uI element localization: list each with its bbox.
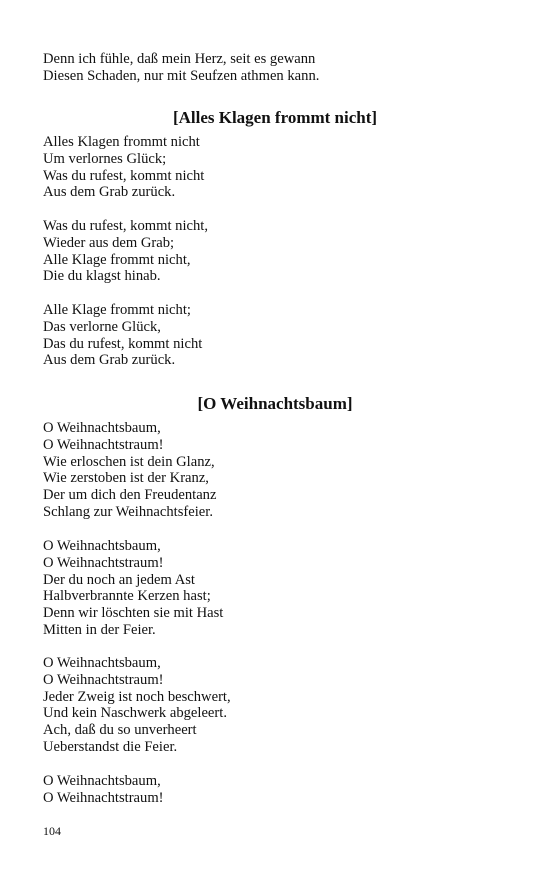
poem-title: [Alles Klagen frommt nicht] (172, 108, 378, 127)
verse-line: Wieder aus dem Grab; (43, 234, 175, 251)
verse-line: Was du rufest, kommt nicht (43, 167, 205, 184)
verse-line: Und kein Naschwerk abgeleert. (43, 705, 227, 722)
verse-line: Jeder Zweig ist noch beschwert, (43, 688, 231, 705)
verse-line: O Weihnachtstraum! (43, 789, 164, 806)
stanza (43, 218, 513, 285)
verse-line: Aus dem Grab zurück. (43, 352, 176, 369)
verse-line: Wie erloschen ist dein Glanz, (43, 453, 215, 470)
stanza (43, 302, 513, 369)
verse-line: Wie zerstoben ist der Kranz, (43, 470, 209, 487)
verse-line: O Weihnachtstraum! (43, 671, 164, 688)
stanza (43, 655, 513, 756)
verse-line: Alle Klage frommt nicht; (43, 302, 191, 318)
verse-line: Der du noch an jedem Ast (43, 571, 195, 588)
stanza (43, 420, 513, 521)
page-number: 104 (43, 824, 61, 838)
verse-line: O Weihnachtsbaum, (43, 538, 161, 554)
intro-couplet (43, 51, 513, 85)
stanza (43, 538, 513, 639)
stanza (43, 773, 513, 807)
verse-line: Das du rufest, kommt nicht (43, 335, 203, 352)
verse-line: Der um dich den Freudentanz (43, 487, 217, 504)
verse-line: Ueberstandst die Feier. (43, 738, 178, 755)
verse-line: Die du klagst hinab. (43, 268, 161, 285)
verse-line: Aus dem Grab zurück. (43, 184, 176, 201)
verse-line: O Weihnachtsbaum, (43, 655, 161, 671)
verse-line: Denn wir löschten sie mit Hast (43, 605, 224, 622)
verse-line: Denn ich fühle, daß mein Herz, seit es gewann (43, 51, 316, 67)
poem-title: [O Weihnachtsbaum] (197, 394, 353, 413)
verse-line: O Weihnachtsbaum, (43, 420, 161, 436)
verse-line: Schlang zur Weihnachtsfeier. (43, 503, 213, 520)
verse-line: Um verlornes Glück; (43, 150, 167, 167)
verse-line: O Weihnachtstraum! (43, 554, 164, 571)
stanza (43, 134, 513, 201)
verse-line: Alles Klagen frommt nicht (43, 134, 200, 150)
verse-line: O Weihnachtsbaum, (43, 773, 161, 789)
verse-line: Alle Klage frommt nicht, (43, 251, 191, 268)
verse-line: O Weihnachtstraum! (43, 436, 164, 453)
verse-line: Ach, daß du so unverheert (43, 722, 197, 739)
verse-line: Halbverbrannte Kerzen hast; (43, 588, 211, 605)
verse-line: Was du rufest, kommt nicht, (43, 218, 209, 234)
verse-line: Mitten in der Feier. (43, 621, 156, 638)
verse-line: Das verlorne Glück, (43, 318, 161, 335)
verse-line: Diesen Schaden, nur mit Seufzen athmen kann. (43, 67, 320, 84)
